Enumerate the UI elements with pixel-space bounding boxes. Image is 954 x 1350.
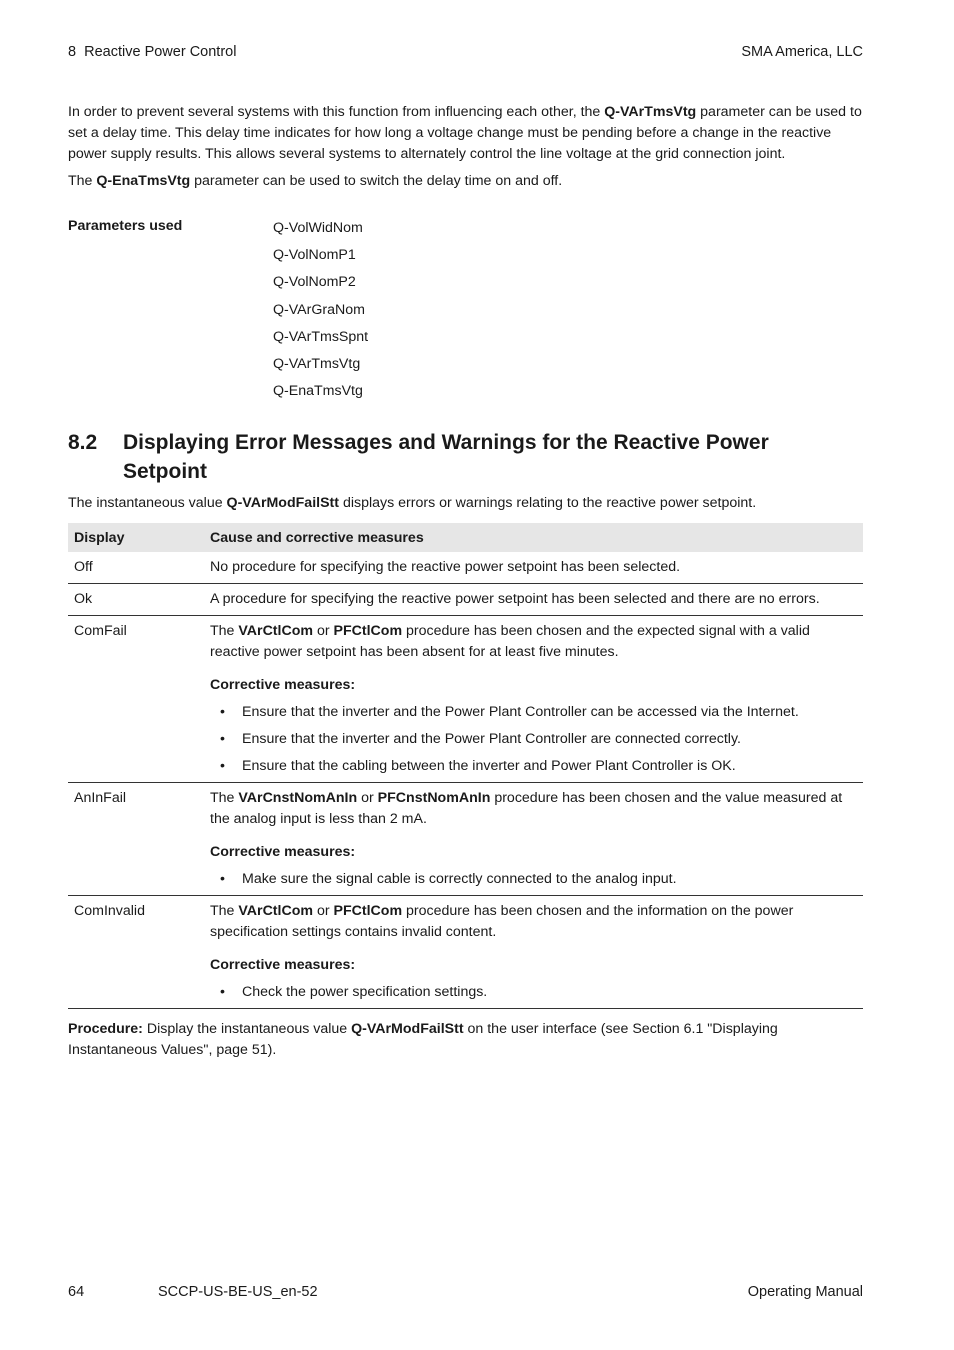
- cause-part: The: [210, 623, 239, 639]
- header-display: Display: [68, 523, 204, 552]
- intro-p2-param: Q-EnaTmsVtg: [96, 173, 191, 189]
- table-row: [68, 783, 863, 896]
- section-intro: [68, 493, 863, 514]
- corrective-measures-label: Corrective measures:: [210, 677, 356, 693]
- section-intro-param: Q-VArModFailStt: [226, 495, 339, 511]
- parameter-item: Q-EnaTmsVtg: [273, 383, 363, 400]
- intro-p1-param: Q-VArTmsVtg: [604, 104, 697, 120]
- display-value: AnInFail: [68, 783, 204, 896]
- cause-param: PFCtlCom: [333, 623, 403, 639]
- table-header-row: [68, 523, 863, 552]
- chapter-label: 8 Reactive Power Control: [68, 44, 237, 60]
- cause-text: A procedure for specifying the reactive power setpoint has been selected and there are no errors.: [204, 584, 863, 616]
- cause-param: PFCtlCom: [333, 903, 403, 919]
- table-row: [68, 552, 863, 584]
- cause-part: or: [313, 903, 334, 919]
- display-value: Ok: [68, 584, 204, 616]
- parameter-list: [273, 218, 368, 408]
- display-value: ComFail: [68, 616, 204, 783]
- measures-list: [210, 702, 857, 777]
- cause-param: VArCnstNomAnIn: [238, 790, 358, 806]
- cause-part: or: [357, 790, 378, 806]
- procedure-part: Display the instantaneous value: [142, 1021, 352, 1037]
- header-cause: Cause and corrective measures: [204, 523, 863, 552]
- cause-param: VArCtlCom: [238, 903, 314, 919]
- parameters-label: Parameters used: [68, 218, 183, 234]
- cause-cell: [204, 783, 863, 896]
- cause-text: [210, 901, 857, 943]
- cause-cell: [204, 616, 863, 783]
- intro-p1-text-c: parameter can be used to set a delay time. This delay time indicates for how long a voltage change must be pending before a change in the reactive power supply results. This allows several systems to alternately control the line voltage at the grid connection joint.: [68, 104, 862, 162]
- measure-item: • Ensure that the inverter and the Power Plant Controller can be accessed via the Internet.: [210, 702, 857, 723]
- cause-param: VArCtlCom: [238, 623, 314, 639]
- display-value: Off: [68, 552, 204, 584]
- parameter-item: Q-VolNomP1: [273, 247, 356, 264]
- cause-part: procedure has been chosen and the expected signal with a valid reactive power setpoint has been absent for at least five minutes.: [210, 623, 810, 660]
- table-row: [68, 616, 863, 783]
- section-intro-c: displays errors or warnings relating to the reactive power setpoint.: [339, 495, 757, 511]
- section-intro-a: The instantaneous value: [68, 495, 227, 511]
- page-header: [68, 44, 863, 64]
- measure-item: • Make sure the signal cable is correctly connected to the analog input.: [210, 869, 857, 890]
- section-title: Displaying Error Messages and Warnings for the Reactive Power Setpoint: [123, 431, 769, 483]
- cause-text: [210, 788, 857, 830]
- cause-cell: [204, 896, 863, 1009]
- cause-part: procedure has been chosen and the information on the power specification settings contains invalid content.: [210, 903, 794, 940]
- error-table: [68, 523, 863, 1009]
- procedure-part: on the user interface (see Section 6.1 "Displaying Instantaneous Values", page 51).: [68, 1021, 778, 1058]
- procedure-text: [68, 1019, 863, 1061]
- parameter-item: Q-VolNomP2: [273, 274, 356, 291]
- measure-item: • Ensure that the inverter and the Power Plant Controller are connected correctly.: [210, 729, 857, 750]
- measure-item: • Ensure that the cabling between the inverter and Power Plant Controller is OK.: [210, 756, 857, 777]
- cause-param: PFCnstNomAnIn: [377, 790, 491, 806]
- parameter-item: Q-VArGraNom: [273, 301, 365, 318]
- measures-list: [210, 869, 857, 890]
- page-number: 64: [68, 1284, 85, 1300]
- cause-part: The: [210, 790, 239, 806]
- manual-title: Operating Manual: [747, 1284, 863, 1300]
- corrective-measures-label: Corrective measures:: [210, 844, 356, 860]
- cause-part: The: [210, 903, 239, 919]
- intro-paragraph-2: [68, 171, 863, 192]
- parameter-item: Q-VolWidNom: [273, 220, 363, 236]
- cause-text: [210, 621, 857, 663]
- corrective-measures-label: Corrective measures:: [210, 957, 356, 973]
- measures-list: [210, 982, 857, 1003]
- company-name: SMA America, LLC: [741, 44, 863, 60]
- table-row: [68, 584, 863, 616]
- parameter-item: Q-VArTmsSpnt: [273, 328, 369, 345]
- measure-item: • Check the power specification settings.: [210, 982, 857, 1003]
- section-number: 8.2: [68, 431, 98, 454]
- procedure-label: Procedure:: [68, 1021, 143, 1037]
- cause-part: or: [313, 623, 334, 639]
- intro-text: [68, 102, 863, 198]
- intro-p2-text-a: The: [68, 173, 97, 189]
- display-value: ComInvalid: [68, 896, 204, 1009]
- cause-text: No procedure for specifying the reactive power setpoint has been selected.: [204, 552, 863, 584]
- page-footer: [68, 1284, 863, 1304]
- intro-p1-text-a: In order to prevent several systems with this function from influencing each other, the: [68, 104, 605, 120]
- table-row: [68, 896, 863, 1009]
- intro-p2-text-c: parameter can be used to switch the delay time on and off.: [190, 173, 563, 189]
- parameter-item: Q-VArTmsVtg: [273, 355, 361, 372]
- intro-paragraph-1: [68, 102, 863, 165]
- procedure-param: Q-VArModFailStt: [351, 1021, 464, 1037]
- document-code: SCCP-US-BE-US_en-52: [158, 1284, 318, 1300]
- cause-part: procedure has been chosen and the value measured at the analog input is less than 2 mA.: [210, 790, 843, 827]
